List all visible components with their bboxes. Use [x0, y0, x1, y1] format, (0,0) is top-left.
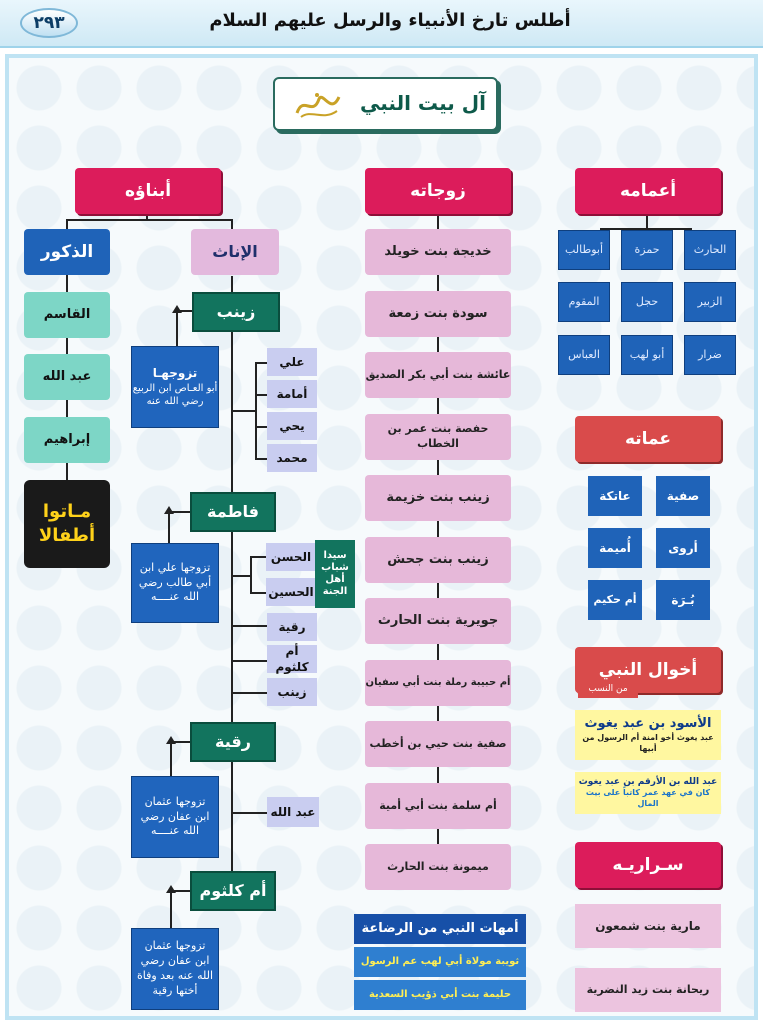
connector-line	[170, 741, 172, 776]
uncle-item: ضرار	[684, 335, 736, 375]
maternal-uncles-header: أخوال النبي	[575, 647, 721, 693]
grandchild: أم كلثوم	[267, 645, 317, 673]
uncle-item: الزبير	[684, 282, 736, 322]
connector-line	[255, 394, 267, 396]
page-number: ٢٩٣	[20, 8, 78, 38]
aunt-item: صفية	[656, 476, 710, 516]
fatima-marriage-note: تزوجها علي ابن أبي طالب رضي الله عنــــه	[131, 543, 219, 623]
connector-line	[250, 556, 252, 594]
foster-mother-item: ثويبة مولاة أبي لهب عم الرسول	[354, 947, 526, 977]
grandchild: رقية	[267, 613, 317, 641]
connector-line	[255, 426, 267, 428]
connector-line	[255, 458, 267, 460]
maternal-uncle-detail: كان في عهد عمر كاتباً على بيت المال	[585, 788, 711, 809]
connector-line	[231, 812, 267, 814]
wives-header: زوجاته	[365, 168, 511, 214]
connector-line	[168, 511, 170, 543]
maternal-uncle-name: الأسود بن عبد يغوث	[584, 716, 712, 732]
side-note-line: سيدا	[323, 550, 347, 561]
uncle-item: العباس	[558, 335, 610, 375]
maternal-uncle-item	[575, 772, 721, 814]
ruqayya-marriage-note: تزوجها عثمان ابن عفان رضي الله عنــــه	[131, 776, 219, 858]
died-young-line: مـاتوا	[42, 500, 92, 522]
wife-item: خديجة بنت خويلد	[365, 229, 511, 275]
wife-item: حفصة بنت عمر بن الخطاب	[365, 414, 511, 460]
concubine-item: مارية بنت شمعون	[575, 904, 721, 948]
uncle-item: حمزة	[621, 230, 673, 270]
uncle-item: المقوم	[558, 282, 610, 322]
grandchild-husayn: الحسين	[266, 578, 316, 606]
grandchild: عبد الله	[267, 797, 319, 827]
side-note-line: شباب	[321, 562, 349, 573]
book-title: أطلس تارخ الأنبياء والرسل عليهم السلام	[209, 10, 571, 31]
note-text: أبو العـاص ابن الربيع رضي الله عنه	[132, 382, 218, 408]
sayyida-shabab-note	[315, 540, 355, 608]
wife-item: أم سلمة بنت أبي أمية	[365, 783, 511, 829]
connector-line	[255, 362, 257, 460]
main-title: آل بيت النبي	[360, 91, 486, 115]
grandchild: محمد	[267, 444, 317, 472]
daughter-zaynab: زينب	[192, 292, 280, 332]
wife-item: عائشة بنت أبي بكر الصديق	[365, 352, 511, 398]
connector-line	[250, 592, 266, 594]
uncle-item: حجل	[621, 282, 673, 322]
connector-line	[646, 214, 648, 228]
uncle-item: أبو لهب	[621, 335, 673, 375]
arrow-up-icon	[166, 885, 176, 893]
main-title-box	[273, 77, 498, 131]
wife-item: جويرية بنت الحارث	[365, 598, 511, 644]
aunt-item: أروى	[656, 528, 710, 568]
uncle-item: الحارث	[684, 230, 736, 270]
arrow-up-icon	[172, 305, 182, 313]
foster-mothers-header: أمهات النبي من الرضاعة	[354, 914, 526, 944]
aunt-item: عاتكة	[588, 476, 642, 516]
connector-line	[66, 219, 233, 221]
daughter-fatima: فاطمة	[190, 492, 276, 532]
grandchild: يحي	[267, 412, 317, 440]
died-young-note	[24, 480, 110, 568]
side-note-line: الجنة	[322, 586, 348, 597]
maternal-uncle-name: عبد الله بن الأرقم بن عبد يغوث	[578, 777, 718, 788]
connector-line	[231, 575, 250, 577]
wife-item: صفية بنت حيي بن أخطب	[365, 721, 511, 767]
grandchild: زينب	[267, 678, 317, 706]
sons-header: أبناؤه	[75, 168, 221, 214]
note-title: تزوجهـا	[152, 366, 198, 381]
wife-item: زينب بنت جحش	[365, 537, 511, 583]
grandchild-hasan: الحسن	[266, 543, 316, 571]
salawat-calligraphy-icon	[293, 87, 343, 123]
arrow-up-icon	[166, 736, 176, 744]
side-note-line: أهل	[325, 574, 345, 585]
connector-line	[176, 310, 178, 346]
connector-line	[231, 410, 255, 412]
aunt-item: أم حكيم	[588, 580, 642, 620]
wife-item: زينب بنت خزيمة	[365, 475, 511, 521]
aunts-header: عماته	[575, 416, 721, 462]
uncle-item: أبوطالب	[558, 230, 610, 270]
connector-line	[231, 660, 267, 662]
arrow-up-icon	[164, 506, 174, 514]
connector-line	[255, 362, 267, 364]
aunt-item: أُميمة	[588, 528, 642, 568]
male-child: عبد الله	[24, 354, 110, 400]
connector-line	[170, 890, 172, 928]
died-young-line: أطفالا	[38, 525, 96, 546]
concubines-header: سـراريـه	[575, 842, 721, 888]
daughter-ruqayya: رقية	[190, 722, 276, 762]
males-header: الذكور	[24, 229, 110, 275]
wife-item: أم حبيبة رملة بنت أبي سفيان	[365, 660, 511, 706]
connector-line	[231, 276, 233, 896]
umm-kulthum-marriage-note: تزوجها عثمان ابن عفان رضي الله عنه بعد وفاة أختها رقية	[131, 928, 219, 1010]
concubine-item: ريحانة بنت زيد النضرية	[575, 968, 721, 1012]
grandchild: علي	[267, 348, 317, 376]
zaynab-marriage-note	[131, 346, 219, 428]
connector-line	[231, 625, 267, 627]
male-child: إبراهيم	[24, 417, 110, 463]
maternal-uncle-item	[575, 710, 721, 760]
females-header: الإناث	[191, 229, 279, 275]
foster-mother-item: حليمة بنت أبي ذؤيب السعدية	[354, 980, 526, 1010]
maternal-uncle-detail: عبد يغوث أخو امنة أم الرسول من أبيها	[582, 732, 714, 753]
maternal-uncles-note: من النسب	[578, 684, 638, 698]
page-header	[0, 0, 763, 48]
wife-item: سودة بنت زمعة	[365, 291, 511, 337]
uncles-header: أعمامه	[575, 168, 721, 214]
grandchild: أمامة	[267, 380, 317, 408]
connector-line	[250, 556, 266, 558]
daughter-umm-kulthum: أم كلثوم	[190, 871, 276, 911]
aunt-item: بُـرَة	[656, 580, 710, 620]
connector-line	[231, 692, 267, 694]
wife-item: ميمونة بنت الحارث	[365, 844, 511, 890]
male-child: القاسم	[24, 292, 110, 338]
